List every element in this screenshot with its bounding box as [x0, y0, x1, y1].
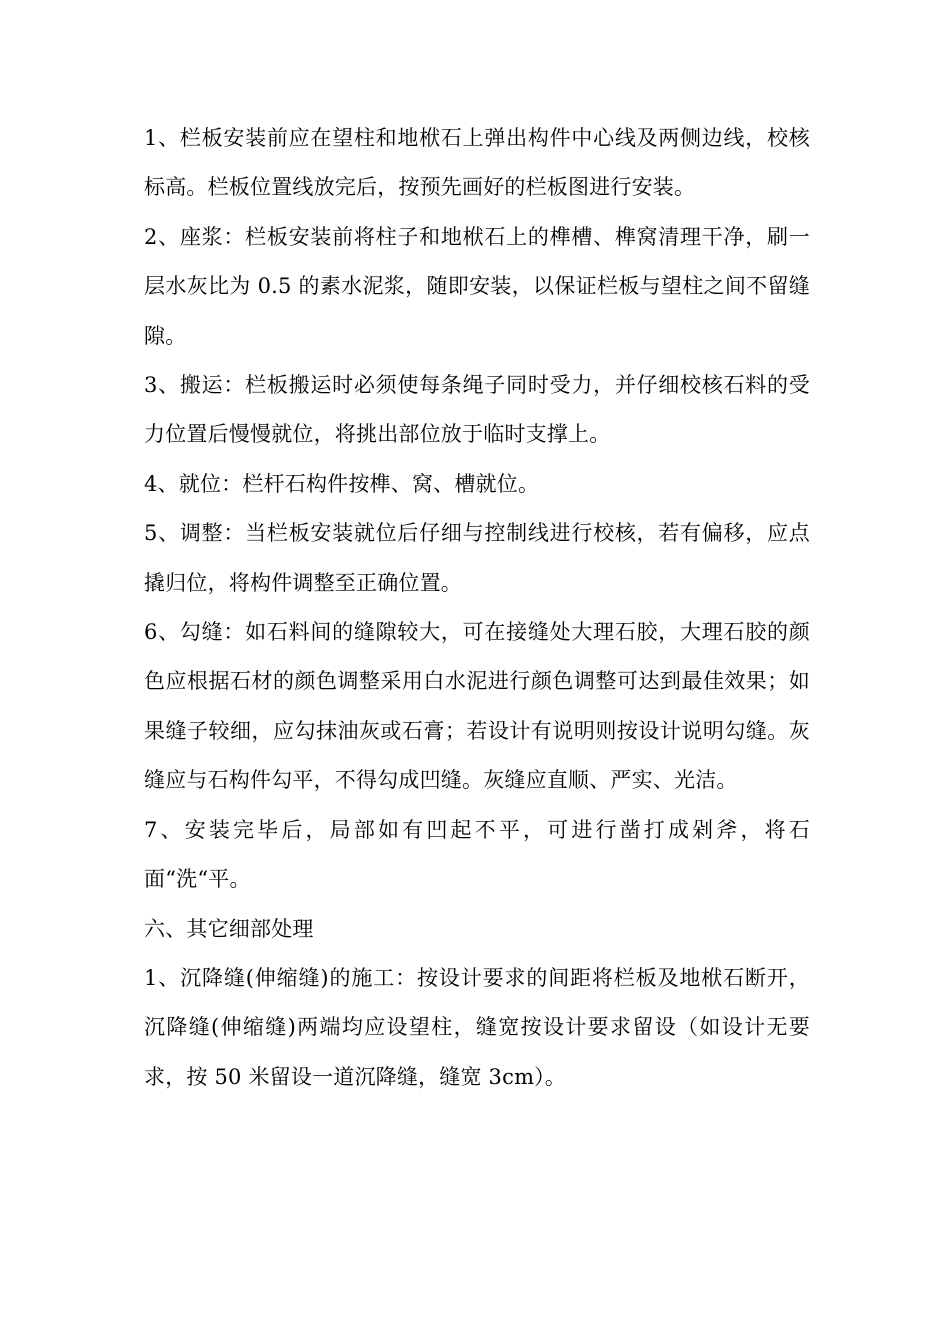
paragraph-settlement-joint: 1、沉降缝(伸缩缝)的施工：按设计要求的间距将栏板及地栿石断开，沉降缝(伸缩缝)两端均应设望柱，缝宽按设计要求留设（如设计无要求，按 50 米留设一道沉降缝，缝宽 3cm）。 — [144, 965, 810, 1089]
paragraph-adjustment: 5、调整：当栏板安装就位后仔细与控制线进行校核，若有偏移，应点撬归位，将构件调整至正确位置。 — [144, 521, 810, 595]
paragraph-finishing: 7、安装完毕后，局部如有凹起不平，可进行凿打成剁斧，将石面“洗“平。 — [144, 817, 810, 892]
document-body — [144, 114, 810, 1102]
paragraph-install-prep: 1、栏板安装前应在望柱和地栿石上弹出构件中心线及两侧边线，校核标高。栏板位置线放完后，按预先画好的栏板图进行安装。 — [144, 126, 810, 200]
paragraph-mortar: 2、座浆：栏板安装前将柱子和地栿石上的榫槽、榫窝清理干净，刷一层水灰比为 0.5 的素水泥浆，随即安装，以保证栏板与望柱之间不留缝隙。 — [144, 224, 810, 348]
paragraph-jointing: 6、勾缝：如石料间的缝隙较大，可在接缝处大理石胶，大理石胶的颜色应根据石材的颜色调整采用白水泥进行颜色调整可达到最佳效果；如果缝子较细，应勾抹油灰或石膏；若设计有说明则按设计说明勾缝。灰缝应与石构件勾平，不得勾成凹缝。灰缝应直顺、严实、光洁。 — [144, 620, 810, 793]
paragraph-positioning: 4、就位：栏杆石构件按榫、窝、槽就位。 — [144, 471, 540, 496]
paragraph-transport: 3、搬运：栏板搬运时必须使每条绳子同时受力，并仔细校核石料的受力位置后慢慢就位，将挑出部位放于临时支撑上。 — [144, 373, 810, 447]
section-heading-details: 六、其它细部处理 — [144, 916, 314, 941]
